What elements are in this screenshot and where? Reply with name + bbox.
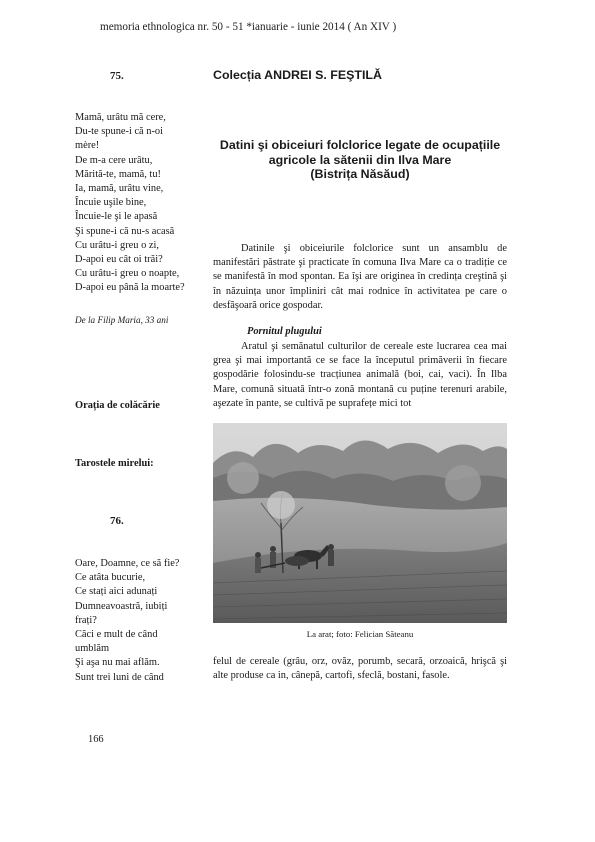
section-label-oratia: Orația de colăcărie [75,400,160,411]
poem-76 [75,557,203,685]
article-title-line: agricole la sătenii din Ilva Mare [268,152,452,167]
poem-line: De m-a cere urâtu, [75,154,153,166]
poem-line: Şi spune-i că nu-s acasă [75,225,175,237]
poem-75 [75,111,203,296]
photo-caption: La arat; foto: Felician Săteanu [306,629,414,639]
intro-paragraph: Datinile şi obiceiurile folclorice sunt un ansamblu de manifestări păstrate şi practicate în comuna Ilva Mare ca o tradiție ce se manifestă în mod spontan. Ea îşi are originea în credința creştină şi în năzuința unor împliniri cât mai rodnice în activitatea pe care o desfăşoară orice gospodar. [213,243,507,311]
article-title [213,138,507,182]
poem-line: Cu urâtu-i greu o zi, [75,239,159,251]
collection-title: Colecția ANDREI S. FEŞTILĂ [213,68,382,82]
poem-line: Încuie uşile bine, [75,197,147,209]
poem-line: Dumneavoastră, iubiți [75,600,168,612]
ploughing-photo [213,423,507,623]
poem-line: Ce atâta bucurie, [75,572,146,584]
poem-number-75: 75. [110,70,124,82]
poem-line: D-apoi eu cât oi trăi? [75,254,163,266]
poem-line: Du-te spune-i că n-oi [75,126,164,138]
poem-line: Căci e mult de când [75,629,158,641]
poem-line: umblăm [75,643,110,655]
poem-line: Mamă, urâtu mă cere, [75,112,166,123]
poem-line: frați? [75,614,97,626]
journal-header: memoria ethnologica nr. 50 - 51 *ianuarie - iunie 2014 ( An XIV ) [100,21,397,33]
poem-line: D-apoi eu până la moarte? [75,282,185,294]
poem-line: mère! [75,140,100,152]
page-number: 166 [88,734,104,745]
poem-line: Ce stați aici adunați [75,586,158,598]
poem-75-source: De la Filip Maria, 33 ani [75,315,169,325]
poem-line: Încuie-le şi le apasă [75,211,158,223]
poem-number-76: 76. [110,515,124,527]
poem-line: Oare, Doamne, ce să fie? [75,558,180,569]
poem-line: Cu urâtu-i greu o noapte, [75,268,180,280]
poem-line: Mărită-te, mamă, tu! [75,168,161,180]
ploughing-photo-image [213,423,507,623]
paragraph-aratul: Aratul şi semănatul culturilor de cereale este lucrarea cea mai grea şi mai importantă ce se face la începutul primăverii în fiecare gospodărie folosindu-se tracțiunea animală (boi, cai, vaci). În Ilba Mare, comună situată într-o zonă montană cu puține terenuri arabile, aşezate în pante, se cultivă pe suprafețe mici tot [213,341,507,409]
section-label-tarostele: Tarostele mirelui: [75,458,154,469]
paragraph-cereale: felul de cereale (grâu, orz, ovăz, porumb, secară, orzoaică, hrişcă şi alte produse ca in, cânepă, cartofi, sfeclă, bostani, fasole. [213,656,507,682]
poem-line: Şi aşa nu mai aflăm. [75,657,160,669]
subheading-pornitul-plugului: Pornitul plugului [247,326,322,337]
poem-line: Ia, mamă, urâtu vine, [75,183,164,195]
poem-line: Sunt trei luni de când [75,671,164,683]
article-title-line: Datini şi obiceiuri folclorice legate de ocupațiile [219,138,501,152]
article-title-line: (Bistrița Năsăud) [310,167,410,182]
